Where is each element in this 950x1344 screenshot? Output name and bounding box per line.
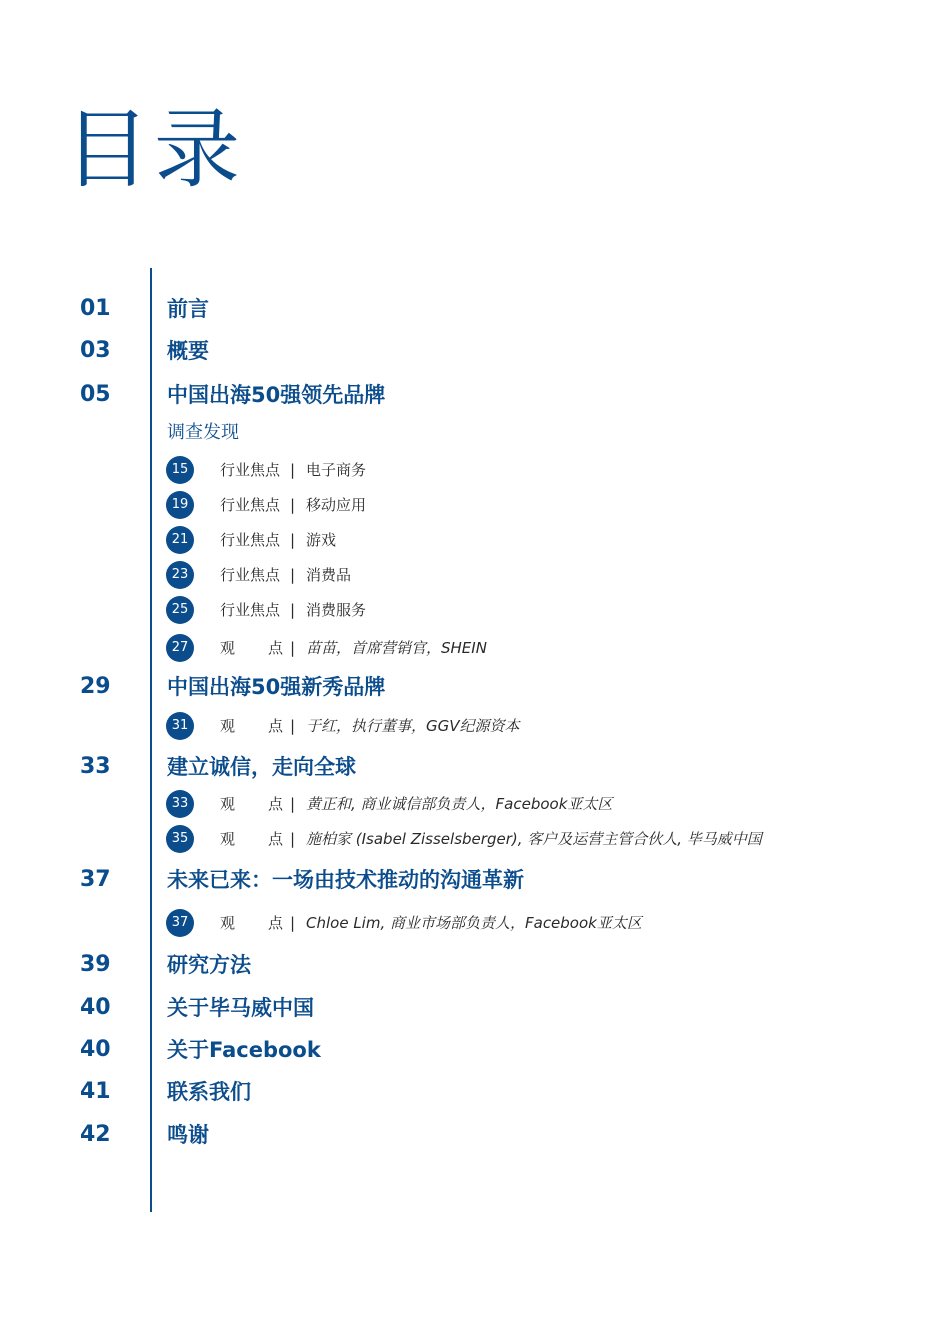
- section-subheading: 调查发现: [167, 422, 239, 443]
- entry-category: [220, 634, 286, 662]
- entry-title: 建立诚信，走向全球: [167, 755, 356, 779]
- entry-page-number: 01: [80, 296, 111, 321]
- entry-page-number: 33: [80, 754, 111, 779]
- entry-title: 前言: [167, 297, 209, 321]
- entry-detail: 黄正和, 商业诚信部负责人，Facebook亚太区: [306, 795, 613, 813]
- page-badge: 35: [166, 825, 194, 853]
- entry-page-number: 41: [80, 1079, 111, 1104]
- entry-detail: 消费服务: [306, 601, 367, 619]
- entry-page-number: 03: [80, 338, 111, 363]
- separator: |: [290, 531, 296, 549]
- category-char: 点: [268, 795, 284, 813]
- page-badge: 27: [166, 634, 194, 662]
- entry-category: 行业焦点: [220, 566, 281, 584]
- entry-detail: 苗苗，首席营销官，SHEIN: [306, 639, 487, 657]
- entry-category: 行业焦点: [220, 496, 281, 514]
- page-badge: 25: [166, 596, 194, 624]
- entry-title: 关于Facebook: [167, 1038, 321, 1062]
- category-char: 点: [268, 717, 284, 735]
- separator: |: [290, 566, 296, 584]
- separator: |: [290, 639, 296, 657]
- entry-page-number: 42: [80, 1122, 111, 1147]
- entry-detail: 于红，执行董事，GGV纪源资本: [306, 717, 520, 735]
- page-badge: 31: [166, 712, 194, 740]
- entry-title: 鸣谢: [167, 1123, 209, 1147]
- entry-detail: 电子商务: [306, 461, 367, 479]
- vertical-divider: [150, 268, 152, 1212]
- separator: |: [290, 795, 296, 813]
- entry-title: 未来已来：一场由技术推动的沟通革新: [167, 868, 524, 892]
- entry-category: [220, 790, 286, 818]
- category-char: 观: [220, 639, 236, 657]
- separator: |: [290, 496, 296, 514]
- category-char: 点: [268, 914, 284, 932]
- entry-title: 概要: [167, 339, 209, 363]
- page-badge: 21: [166, 526, 194, 554]
- separator: |: [290, 830, 296, 848]
- entry-page-number: 39: [80, 952, 111, 977]
- entry-detail: 施柏家 (Isabel Zisselsberger), 客户及运营主管合伙人, 毕马威中国: [306, 830, 762, 848]
- entry-page-number: 37: [80, 867, 111, 892]
- page-badge: 15: [166, 456, 194, 484]
- entry-category: [220, 909, 286, 937]
- entry-title: 中国出海50强新秀品牌: [167, 675, 386, 699]
- page-badge: 19: [166, 491, 194, 519]
- entry-page-number: 40: [80, 995, 111, 1020]
- entry-detail: 移动应用: [306, 496, 367, 514]
- entry-title: 中国出海50强领先品牌: [167, 383, 386, 407]
- separator: |: [290, 601, 296, 619]
- entry-page-number: 05: [80, 382, 111, 407]
- entry-title: 联系我们: [167, 1080, 251, 1104]
- entry-page-number: 29: [80, 674, 111, 699]
- category-char: 观: [220, 717, 236, 735]
- entry-category: [220, 712, 286, 740]
- page-badge: 23: [166, 561, 194, 589]
- category-char: 点: [268, 639, 284, 657]
- page-badge: 33: [166, 790, 194, 818]
- entry-category: 行业焦点: [220, 461, 281, 479]
- category-char: 观: [220, 830, 236, 848]
- separator: |: [290, 914, 296, 932]
- page-badge: 37: [166, 909, 194, 937]
- separator: |: [290, 461, 296, 479]
- entry-detail: 消费品: [306, 566, 352, 584]
- entry-category: 行业焦点: [220, 531, 281, 549]
- page-title: 目录: [64, 100, 244, 200]
- entry-title: 研究方法: [167, 953, 251, 977]
- entry-detail: Chloe Lim, 商业市场部负责人，Facebook亚太区: [306, 914, 642, 932]
- category-char: 观: [220, 914, 236, 932]
- entry-title: 关于毕马威中国: [167, 996, 314, 1020]
- entry-category: 行业焦点: [220, 601, 281, 619]
- entry-detail: 游戏: [306, 531, 337, 549]
- category-char: 点: [268, 830, 284, 848]
- entry-page-number: 40: [80, 1037, 111, 1062]
- category-char: 观: [220, 795, 236, 813]
- separator: |: [290, 717, 296, 735]
- entry-category: [220, 825, 286, 853]
